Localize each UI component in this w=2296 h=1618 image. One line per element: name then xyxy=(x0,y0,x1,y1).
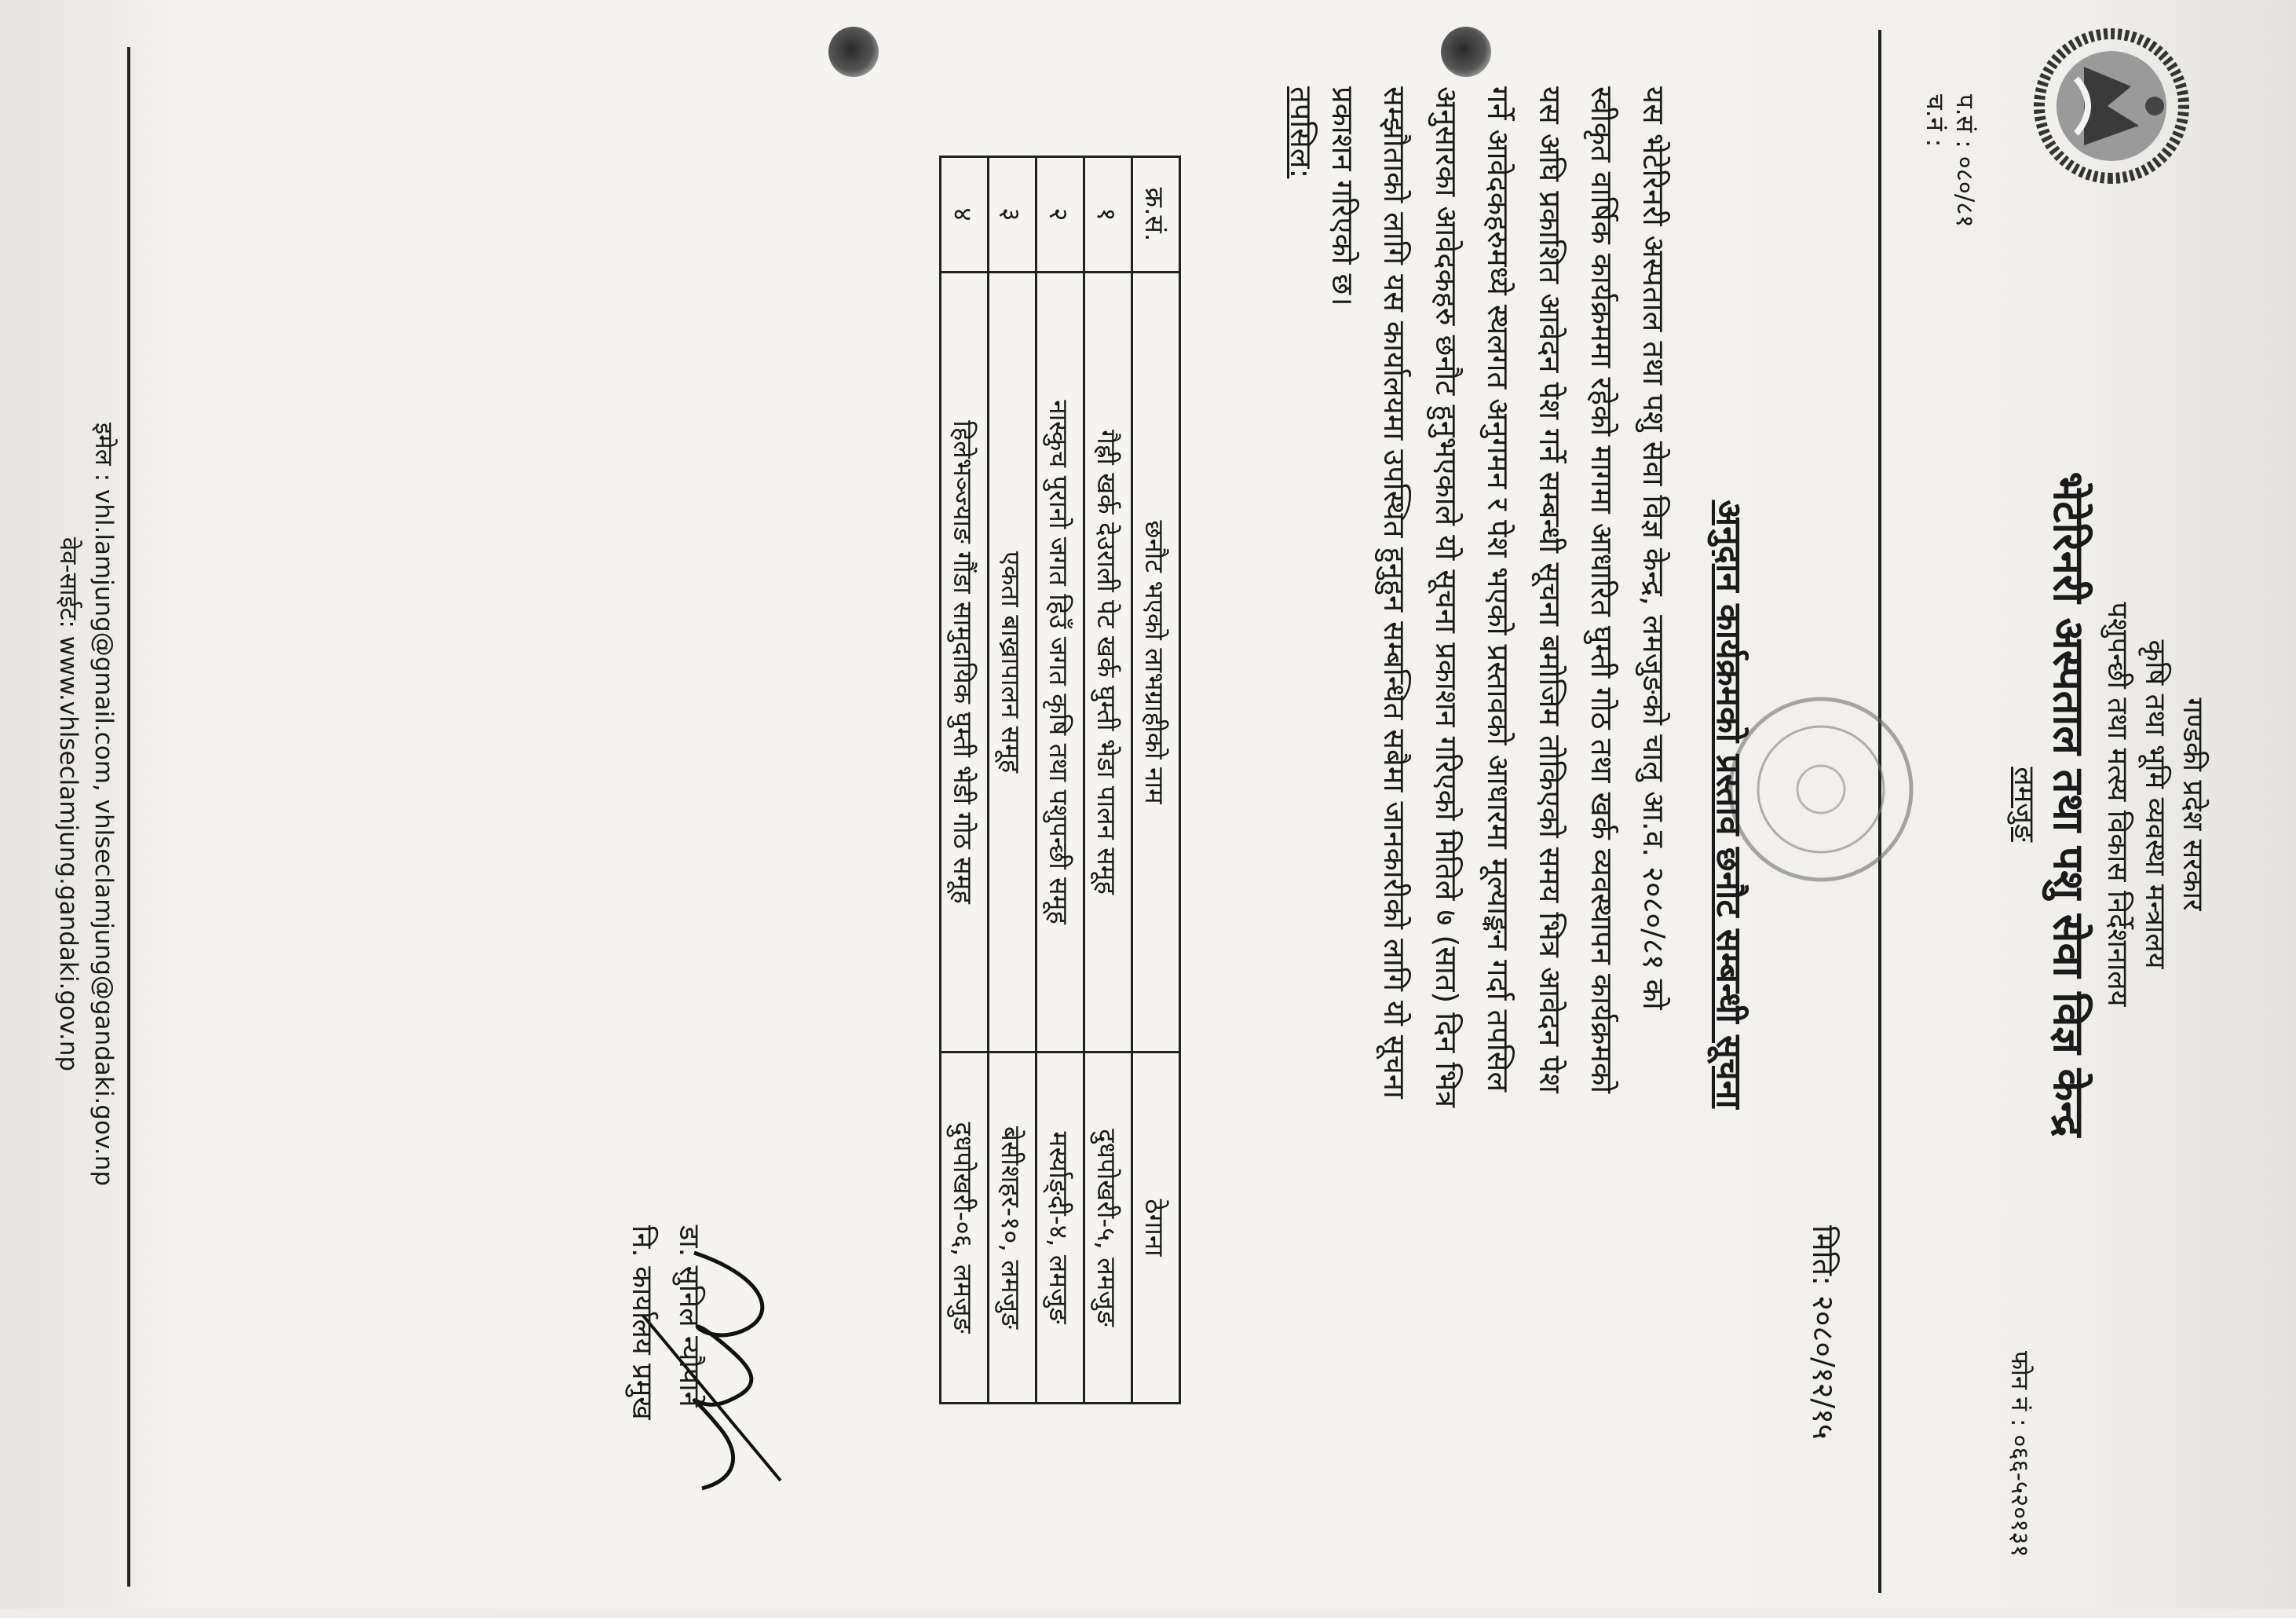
serial-cell: २ xyxy=(1036,157,1084,273)
table-row xyxy=(1084,157,1132,1404)
name-cell: नास्कुच पुरानो जगत हिउँ जगत कृषि तथा पशुपन्छी समूह xyxy=(1036,273,1084,1052)
directorate-name: पशुपन्छी तथा मत्स्य विकास निर्देशनालय xyxy=(2101,602,2133,1007)
address-cell: बेसीशहर-१०, लमजुङ xyxy=(989,1052,1036,1404)
table-row xyxy=(941,157,989,1404)
column-header-serial: क्र.सं. xyxy=(1132,157,1180,273)
office-name: भेटेरिनरी अस्पताल तथा पशु सेवा विज्ञ केन्द्र xyxy=(2044,471,2093,1137)
province-name: गण्डकी प्रदेश सरकार xyxy=(2177,697,2209,911)
name-cell: हिलेभञ्ज्याङ गौंडा सामुदायिक घुम्ती भेडी गोठ समूह xyxy=(941,273,989,1052)
signatory-name: डा. सुनिल न्यौपाने xyxy=(673,1225,705,1408)
serial-cell: ३ xyxy=(989,157,1036,273)
column-header-address: ठेगाना xyxy=(1132,1052,1180,1404)
tapasil-label: तपसिल: xyxy=(1284,86,1318,179)
notice-line-3: यस अघि प्रकाशित आवेदन पेश गर्ने सम्बन्धी सूचना बमोजिम तोकिएको समय भित्र आवेदन पेश xyxy=(1533,86,1567,1093)
serial-cell: १ xyxy=(1084,157,1132,273)
ministry-name: कृषि तथा भूमि व्यवस्था मन्त्रालय xyxy=(2139,639,2171,969)
notice-line-6: सम्झौताको लागि यस कार्यालयमा उपस्थित हुनुहुन सम्बन्धित सबैमा जानकारीको लागि यो सूचना xyxy=(1377,86,1412,1099)
name-cell: गैह्री खर्क देउराली पेट खर्क घुम्ती भेडा पालन समूह xyxy=(1084,273,1132,1052)
table-row xyxy=(989,157,1036,1404)
name-cell: एकता बाख्रापालन समूह xyxy=(989,273,1036,1052)
footer-website: वेव-साईट: www.vhlseclamjung.gandaki.gov.np xyxy=(54,536,82,1072)
footer-email: इमेल : vhl.lamjung@gmail.com, vhlseclamjung@gandaki.gov.np xyxy=(90,422,118,1187)
address-cell: दुधपोखरी-५, लमजुङ xyxy=(1084,1052,1132,1404)
notice-line-7: प्रकाशन गरिएको छ। xyxy=(1325,86,1360,306)
phone-number: फोन नं : ०६६-५२०१३१ xyxy=(2005,1351,2034,1558)
notice-line-2: स्वीकृत वार्षिक कार्यक्रममा रहेको मागमा आधारित घुम्ती गोठ तथा खर्क व्यवस्थापन कार्यक्रमको xyxy=(1585,86,1619,1093)
reference-number: प.सं : ०८०/८१ xyxy=(1951,94,1979,228)
notice-body xyxy=(1317,86,1680,1618)
dispatch-number: च.नं : xyxy=(1921,94,1949,148)
notice-subject: अनुदान कार्यक्रमको प्रस्ताव छनौट सम्बन्धी सूचना xyxy=(1709,500,1749,1109)
notice-line-5: अनुसारका आवेदकहरु छनौट हुनुभएकाले यो सूचना प्रकाशन गरिएको मितिले ७ (सात) दिन भित्र xyxy=(1429,86,1464,1108)
office-place: लमजुङ xyxy=(2008,767,2040,842)
signatory-title: नि. कार्यालय प्रमुख xyxy=(626,1225,658,1420)
serial-cell: ४ xyxy=(941,157,989,273)
address-cell: दुधपोखरी-०६, लमजुङ xyxy=(941,1052,989,1404)
notice-date: मिति: २०८०/१२/१५ xyxy=(1806,1225,1841,1440)
notice-line-4: गर्ने आवेदकहरुमध्ये स्थलगत अनुगमन र पेश भएको प्रस्तावको आधारमा मूल्याङ्कन गर्दा तपसिल xyxy=(1481,86,1515,1093)
table-header-row xyxy=(1132,157,1180,1404)
table-row xyxy=(1036,157,1084,1404)
address-cell: मर्स्याङ्दी-४, लमजुङ xyxy=(1036,1052,1084,1404)
column-header-name: छनौट भएको लाभग्राहीको नाम xyxy=(1132,273,1180,1052)
beneficiary-table xyxy=(939,156,1181,1404)
notice-line-1: यस भेटेरिनरी अस्पताल तथा पशु सेवा विज्ञ केन्द्र, लमजुङको चालु आ.व. २०८०/८१ को xyxy=(1636,86,1671,1010)
